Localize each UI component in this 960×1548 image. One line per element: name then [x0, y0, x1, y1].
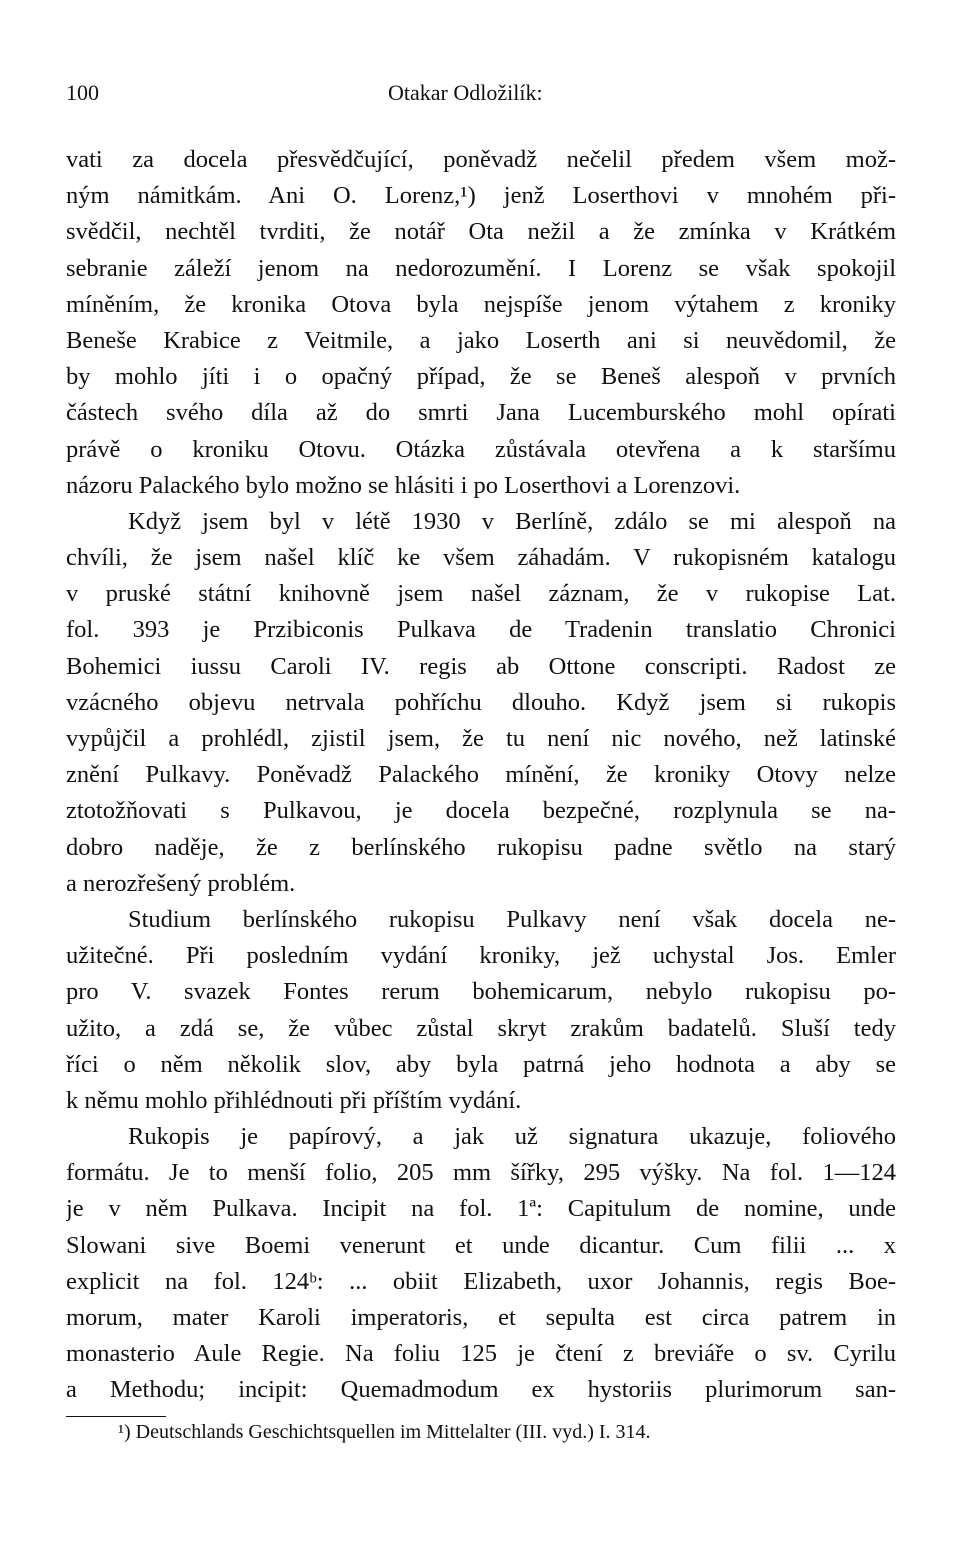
text-line: míněním, že kronika Otova byla nejspíše jenom výtahem z kroniky — [66, 290, 896, 318]
text-line: v pruské státní knihovně jsem našel záznam, že v rukopise Lat. — [66, 580, 896, 608]
text-line: Když jsem byl v létě 1930 v Berlíně, zdálo se mi alespoň na — [128, 507, 896, 535]
text-line: pro V. svazek Fontes rerum bohemicarum, nebylo rukopisu po- — [66, 978, 896, 1006]
page-header — [66, 80, 896, 110]
page-number: 100 — [66, 80, 99, 105]
running-title: Otakar Odložilík: — [388, 80, 543, 105]
text-line: znění Pulkavy. Poněvadž Palackého mínění, že kroniky Otovy nelze — [66, 761, 896, 789]
text-line: názoru Palackého bylo možno se hlásiti i po Loserthovi a Lorenzovi. — [66, 471, 741, 499]
text-line: formátu. Je to menší folio, 205 mm šířky, 295 výšky. Na fol. 1—124 — [66, 1159, 896, 1187]
text-line: by mohlo jíti i o opačný případ, že se Beneš alespoň v prvních — [66, 363, 896, 391]
text-line: vati za docela přesvědčující, poněvadž nečelil předem všem mož- — [66, 146, 896, 173]
footnote-rule — [66, 1416, 166, 1417]
text-line: chvíli, že jsem našel klíč ke všem záhadám. V rukopisném katalogu — [66, 544, 896, 572]
text-line: svědčil, nechtěl tvrditi, že notář Ota nežil a že zmínka v Krátkém — [66, 218, 896, 246]
text-line: dobro naděje, že z berlínského rukopisu padne světlo na starý — [66, 833, 896, 861]
text-line: monasterio Aule Regie. Na foliu 125 je čtení z breviáře o sv. Cyrilu — [66, 1340, 896, 1368]
text-line: užitečné. Při posledním vydání kroniky, jež uchystal Jos. Emler — [66, 942, 896, 970]
text-line: morum, mater Karoli imperatoris, et sepulta est circa patrem in — [66, 1304, 896, 1331]
text-line: Bohemici iussu Caroli IV. regis ab Ottone conscripti. Radost ze — [66, 652, 896, 680]
text-line: Rukopis je papírový, a jak už signatura ukazuje, foliového — [128, 1123, 896, 1151]
text-line: částech svého díla až do smrti Jana Lucemburského mohl opírati — [66, 399, 896, 427]
text-line: sebranie záleží jenom na nedorozumění. I Lorenz se však spokojil — [66, 254, 896, 282]
text-line: a nerozřešený problém. — [66, 869, 296, 897]
text-line: užito, a zdá se, že vůbec zůstal skryt zrakům badatelů. Sluší tedy — [66, 1014, 896, 1042]
text-line: říci o něm několik slov, aby byla patrná jeho hodnota a aby se — [66, 1050, 896, 1078]
text-line: ztotožňovati s Pulkavou, je docela bezpečné, rozplynula se na- — [66, 797, 896, 825]
text-line: vypůjčil a prohlédl, zjistil jsem, že tu není nic nového, než latinské — [66, 725, 896, 752]
text-line: Beneše Krabice z Veitmile, a jako Loserth ani si neuvědomil, že — [66, 326, 896, 354]
text-line: Studium berlínského rukopisu Pulkavy není však docela ne- — [128, 905, 896, 933]
text-line: Slowani sive Boemi venerunt et unde dicantur. Cum filii ... x — [66, 1231, 896, 1259]
text-line: ným námitkám. Ani O. Lorenz,¹) jenž Loserthovi v mnohém při- — [66, 182, 896, 210]
text-line: fol. 393 je Przibiconis Pulkava de Tradenin translatio Chronici — [66, 616, 896, 644]
text-line: k němu mohlo přihlédnouti při příštím vydání. — [66, 1086, 522, 1114]
text-line: právě o kroniku Otovu. Otázka zůstávala otevřena a k staršímu — [66, 435, 896, 463]
text-line: a Methodu; incipit: Quemadmodum ex hystoriis plurimorum san- — [66, 1376, 896, 1404]
text-line: explicit na fol. 124ᵇ: ... obiit Elizabeth, uxor Johannis, regis Boe- — [66, 1267, 896, 1295]
text-line: je v něm Pulkava. Incipit na fol. 1ª: Capitulum de nomine, unde — [66, 1195, 896, 1223]
body-text — [66, 142, 896, 1409]
text-line: vzácného objevu netrvala pohříchu dlouho. Když jsem si rukopis — [66, 688, 896, 716]
footnote: ¹) Deutschlands Geschichtsquellen im Mittelalter (III. vyd.) I. 314. — [118, 1421, 651, 1443]
